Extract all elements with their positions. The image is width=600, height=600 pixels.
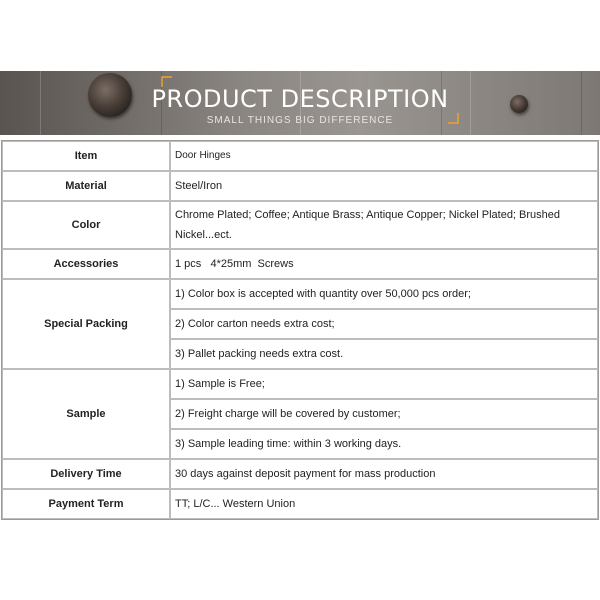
table-row (2, 171, 598, 201)
table-row (2, 141, 598, 171)
row-label: Special Packing (2, 279, 170, 369)
table-row (2, 201, 598, 249)
product-spec-table (1, 140, 599, 520)
banner-title: PRODUCT DESCRIPTION (151, 85, 449, 113)
row-value: 3) Sample leading time: within 3 working days. (170, 429, 598, 459)
product-description-banner (0, 71, 600, 135)
row-value: Door Hinges (170, 141, 598, 171)
row-value: 2) Color carton needs extra cost; (170, 309, 598, 339)
table-row (2, 459, 598, 489)
row-label: Color (2, 201, 170, 249)
row-label: Payment Term (2, 489, 170, 519)
row-value: 1) Sample is Free; (170, 369, 598, 399)
row-label: Material (2, 171, 170, 201)
table-row (2, 279, 598, 309)
row-label: Delivery Time (2, 459, 170, 489)
row-value: TT; L/C... Western Union (170, 489, 598, 519)
table-row (2, 369, 598, 399)
row-label: Sample (2, 369, 170, 459)
table-row (2, 249, 598, 279)
row-label: Accessories (2, 249, 170, 279)
row-value: 3) Pallet packing needs extra cost. (170, 339, 598, 369)
row-value: Steel/Iron (170, 171, 598, 201)
row-value: Chrome Plated; Coffee; Antique Brass; Antique Copper; Nickel Plated; Brushed Nickel...ect. (170, 201, 598, 249)
row-value: 1 pcs 4*25mm Screws (170, 249, 598, 279)
row-value: 30 days against deposit payment for mass production (170, 459, 598, 489)
banner-subtitle: SMALL THINGS BIG DIFFERENCE (206, 115, 394, 126)
row-label: Item (2, 141, 170, 171)
row-value: 1) Color box is accepted with quantity over 50,000 pcs order; (170, 279, 598, 309)
row-value: 2) Freight charge will be covered by customer; (170, 399, 598, 429)
table-row (2, 489, 598, 519)
